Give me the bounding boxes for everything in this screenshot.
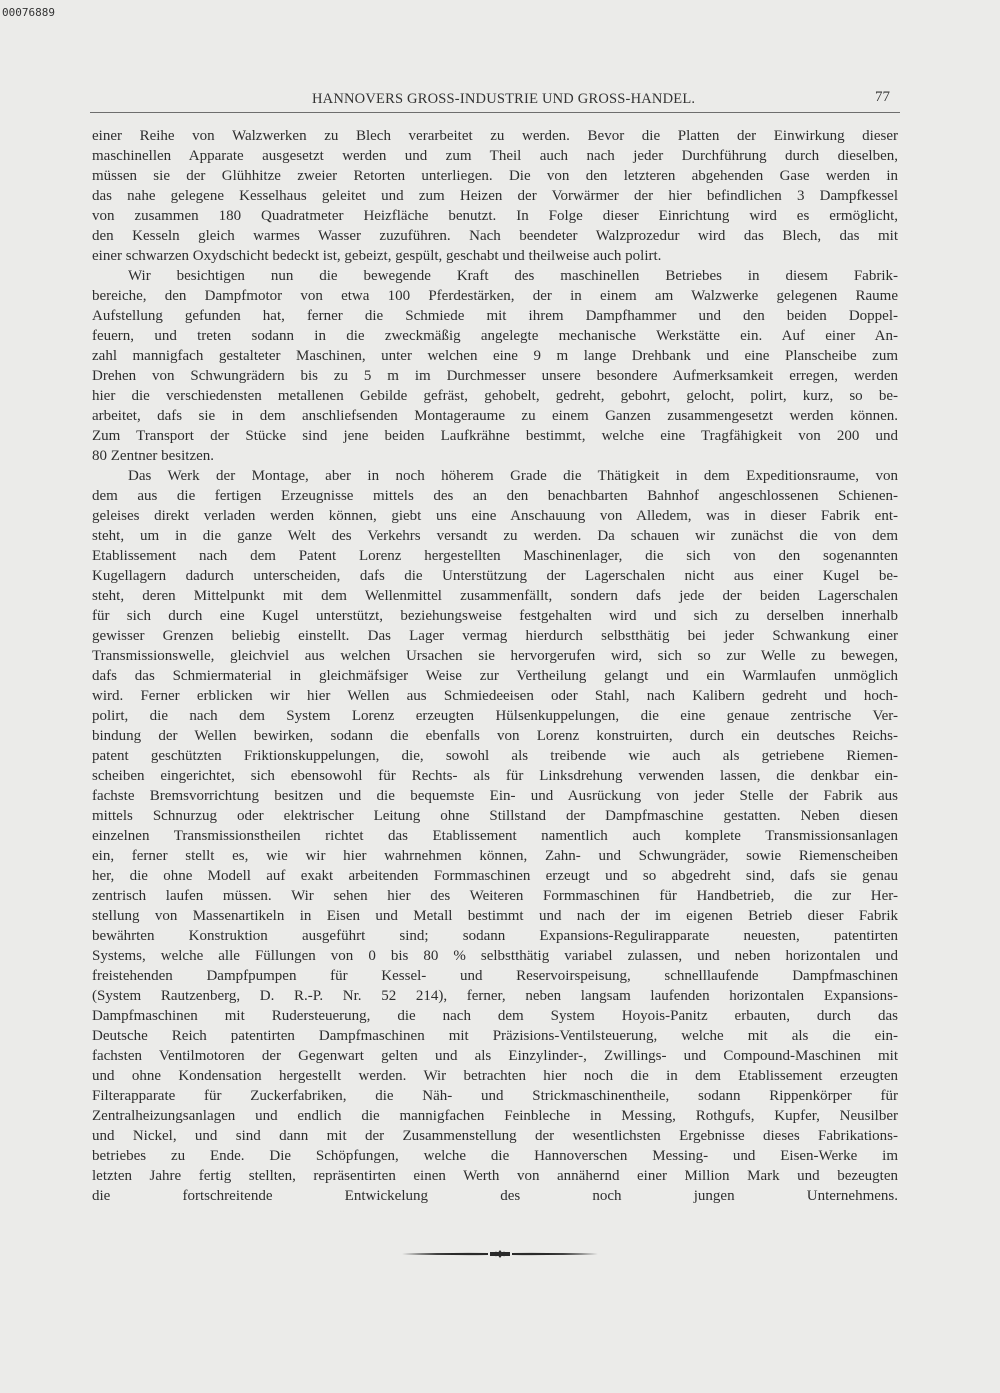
text-line: 80 Zentner besitzen. xyxy=(92,448,215,464)
text-line: Wir besichtigen nun die bewegende Kraft des maschinellen Betriebes in diesem Fabrik- xyxy=(128,268,898,284)
text-line: Systems, welche alle Füllungen von 0 bis 80 % selbstthätig variabel zulassen, und neben horizontalen und xyxy=(92,948,898,964)
text-line: einer Reihe von Walzwerken zu Blech verarbeitet zu werden. Bevor die Platten der Einwirkung dieser xyxy=(92,128,898,144)
text-line: die fortschreitende Entwickelung des noch jungen Unternehmens. xyxy=(92,1188,898,1204)
text-line: Aufstellung gefunden hat, ferner die Schmiede mit ihrem Dampfhammer und den beiden Doppel- xyxy=(92,308,898,324)
body-text xyxy=(92,126,898,1206)
text-line: Das Werk der Montage, aber in noch höherem Grade die Thätigkeit in dem Expeditionsraume, von xyxy=(128,468,898,484)
text-line: einzelnen Transmissionstheilen richtet das Etablissement namentlich auch komplete Transmissionsanlagen xyxy=(92,828,898,844)
text-line: und Nickel, und sind dann mit der Zusammenstellung der wesentlichsten Ergebnisse dieses Fabrikations- xyxy=(92,1128,898,1144)
text-line: freistehenden Dampfpumpen für Kessel- und Reservoirspeisung, schnelllaufende Dampfmaschinen xyxy=(92,968,898,984)
text-line: mittels Schnurzug oder elektrischer Leitung ohne Stillstand der Dampfmaschine gestatten. Neben diesen xyxy=(92,808,898,824)
end-ornament-icon xyxy=(400,1246,600,1260)
text-line: bereiche, den Dampfmotor von etwa 100 Pferdestärken, der in einem am Walzwerke gelegenen Raume xyxy=(92,288,898,304)
text-line: stellung von Massenartikeln in Eisen und Metall bestimmt und nach der im eigenen Betrieb dieser Fabrik xyxy=(92,908,898,924)
text-line: bewährten Konstruktion ausgeführt sind; sodann Expansions-Regulirapparate neuesten, patentirten xyxy=(92,928,898,944)
text-line: ein, ferner stellt es, wie wir hier wahrnehmen können, Zahn- und Schwungräder, sowie Riemenscheiben xyxy=(92,848,898,864)
text-line: maschinellen Apparate ausgesetzt werden und zum Theil auch nach jeder Durchführung durch dieselben, xyxy=(92,148,898,164)
running-header xyxy=(90,90,900,113)
text-line: steht, um in die ganze Welt des Verkehrs versandt zu werden. Da schauen wir zunächst die von dem xyxy=(92,528,898,544)
text-line: betriebes zu Ende. Die Schöpfungen, welche die Hannoverschen Messing- und Eisen-Werke im xyxy=(92,1148,898,1164)
text-line: von zusammen 180 Quadratmeter Heizfläche benutzt. In Folge dieser Einrichtung wird es ermöglicht, xyxy=(92,208,898,224)
text-line: fachsten Ventilmotoren der Gegenwart gelten und als Einzylinder-, Zwillings- und Compound-Maschinen mit xyxy=(92,1048,898,1064)
text-line: das nahe gelegene Kesselhaus geleitet und zum Heizen der Vorwärmer der hier befindlichen 3 Dampfkessel xyxy=(92,188,898,204)
text-line: einer schwarzen Oxydschicht bedeckt ist, gebeizt, gespült, geschabt und theilweise auch polirt. xyxy=(92,248,662,264)
text-line: geleises direkt verladen werden können, giebt uns eine Anschauung von Alledem, was in dieser Fabrik ent- xyxy=(92,508,898,524)
text-line: zahl mannigfach gestalteter Maschinen, unter welchen eine 9 m lange Drehbank und eine Planscheibe zum xyxy=(92,348,898,364)
text-line: für sich durch eine Kugel unterstützt, beziehungsweise festgehalten wird und sich zu derselben innerhalb xyxy=(92,608,898,624)
text-line: Etablissement nach dem Patent Lorenz hergestellten Maschinenlager, die sich von den sogenannten xyxy=(92,548,898,564)
text-line: (System Rautzenberg, D. R.-P. Nr. 52 214), ferner, neben langsam laufenden horizontalen Expansions- xyxy=(92,988,898,1004)
text-line: Deutsche Reich patentirten Dampfmaschinen mit Präzisions-Ventilsteuerung, welche mit als die ein- xyxy=(92,1028,898,1044)
text-line: gewisser Grenzen beliebig einstellt. Das Lager vermag hierdurch selbstthätig bei jeder Schwankung einer xyxy=(92,628,898,644)
running-title: HANNOVERS GROSS-INDUSTRIE UND GROSS-HANDEL. xyxy=(312,91,696,107)
text-line: Drehen von Schwungrädern bis zu 5 m im Durchmesser unsere besondere Aufmerksamkeit erregen, werden xyxy=(92,368,898,384)
text-line: den Kesseln gleich warmes Wasser zuzuführen. Nach beendeter Walzprozedur wird das Blech, das mit xyxy=(92,228,898,244)
text-line: bindung der Wellen bewirken, sodann die ebenfalls von Lorenz konstruirten, durch ein deutsches Reichs- xyxy=(92,728,898,744)
text-line: Transmissionswelle, gleichviel aus welchen Ursachen sie hervorgerufen wird, sich so zur Welle zu bewegen, xyxy=(92,648,898,664)
text-line: Zentralheizungsanlagen und endlich die mannigfachen Feinbleche in Messing, Rothgufs, Kupfer, Neusilber xyxy=(92,1108,898,1124)
page-number: 77 xyxy=(875,89,890,105)
scan-id: 00076889 xyxy=(2,6,55,19)
text-line: patent geschützten Friktionskuppelungen, die, sowohl als treibende wie auch als getriebene Riemen- xyxy=(92,748,898,764)
text-line: müssen sie der Glühhitze zweier Retorten unterliegen. Die von den letzteren abgehenden Gase werden in xyxy=(92,168,898,184)
text-line: zentrisch laufen müssen. Wir sehen hier des Weiteren Formmaschinen für Handbetrieb, die zur Her- xyxy=(92,888,898,904)
text-line: dem aus die fertigen Erzeugnisse mittels des an den benachbarten Bahnhof angeschlossenen Schienen- xyxy=(92,488,898,504)
text-line: fachste Bremsvorrichtung besitzen und die bequemste Ein- und Ausrückung von jeder Stelle der Fabrik aus xyxy=(92,788,898,804)
text-line: Dampfmaschinen mit Rudersteuerung, die nach dem System Hoyois-Panitz erbauten, durch das xyxy=(92,1008,898,1024)
text-line: letzten Jahre fertig stellten, repräsentirten einen Werth von annähernd einer Million Mark und bezeugten xyxy=(92,1168,898,1184)
text-line: wird. Ferner erblicken wir hier Wellen aus Schmiedeeisen oder Stahl, nach Kalibern gedreht und hoch- xyxy=(92,688,898,704)
text-line: dafs das Schmiermaterial in gleichmäfsiger Weise zur Vertheilung gelangt und ein Warmlaufen unmöglich xyxy=(92,668,898,684)
text-line: Filterapparate für Zuckerfabriken, die Näh- und Strickmaschinentheile, sodann Rippenkörper für xyxy=(92,1088,898,1104)
text-line: arbeitet, dafs sie in dem anschliefsenden Montageraume zu einem Ganzen zusammengesetzt werden können. xyxy=(92,408,898,424)
text-line: polirt, die nach dem System Lorenz erzeugten Hülsenkuppelungen, die eine genaue zentrische Ver- xyxy=(92,708,898,724)
text-line: und ohne Kondensation hergestellt werden. Wir betrachten hier noch die in dem Etablissement erzeugten xyxy=(92,1068,898,1084)
text-line: steht, deren Mittelpunkt mit dem Wellenmittel zusammenfällt, sondern dafs jede der beiden Lagerschalen xyxy=(92,588,898,604)
text-line: hier die verschiedensten metallenen Gebilde gefräst, gehobelt, gedreht, gebohrt, gelocht, polirt, kurz, so be- xyxy=(92,388,898,404)
text-line: Kugellagern dadurch unterscheiden, dafs die Unterstützung der Lagerschalen nicht aus einer Kugel be- xyxy=(92,568,898,584)
text-line: scheiben eingerichtet, sich ebensowohl für Rechts- als für Linksdrehung verwenden lassen, die denkbar ein- xyxy=(92,768,898,784)
text-line: Zum Transport der Stücke sind jene beiden Laufkrähne bestimmt, welche eine Tragfähigkeit von 200 und xyxy=(92,428,898,444)
text-line: feuern, und treten sodann in die zweckmäßig angelegte mechanische Werkstätte ein. Auf einer An- xyxy=(92,328,898,344)
text-line: her, die ohne Modell auf exakt arbeitenden Formmaschinen erzeugt und so abgedreht sind, dafs sie genau xyxy=(92,868,898,884)
